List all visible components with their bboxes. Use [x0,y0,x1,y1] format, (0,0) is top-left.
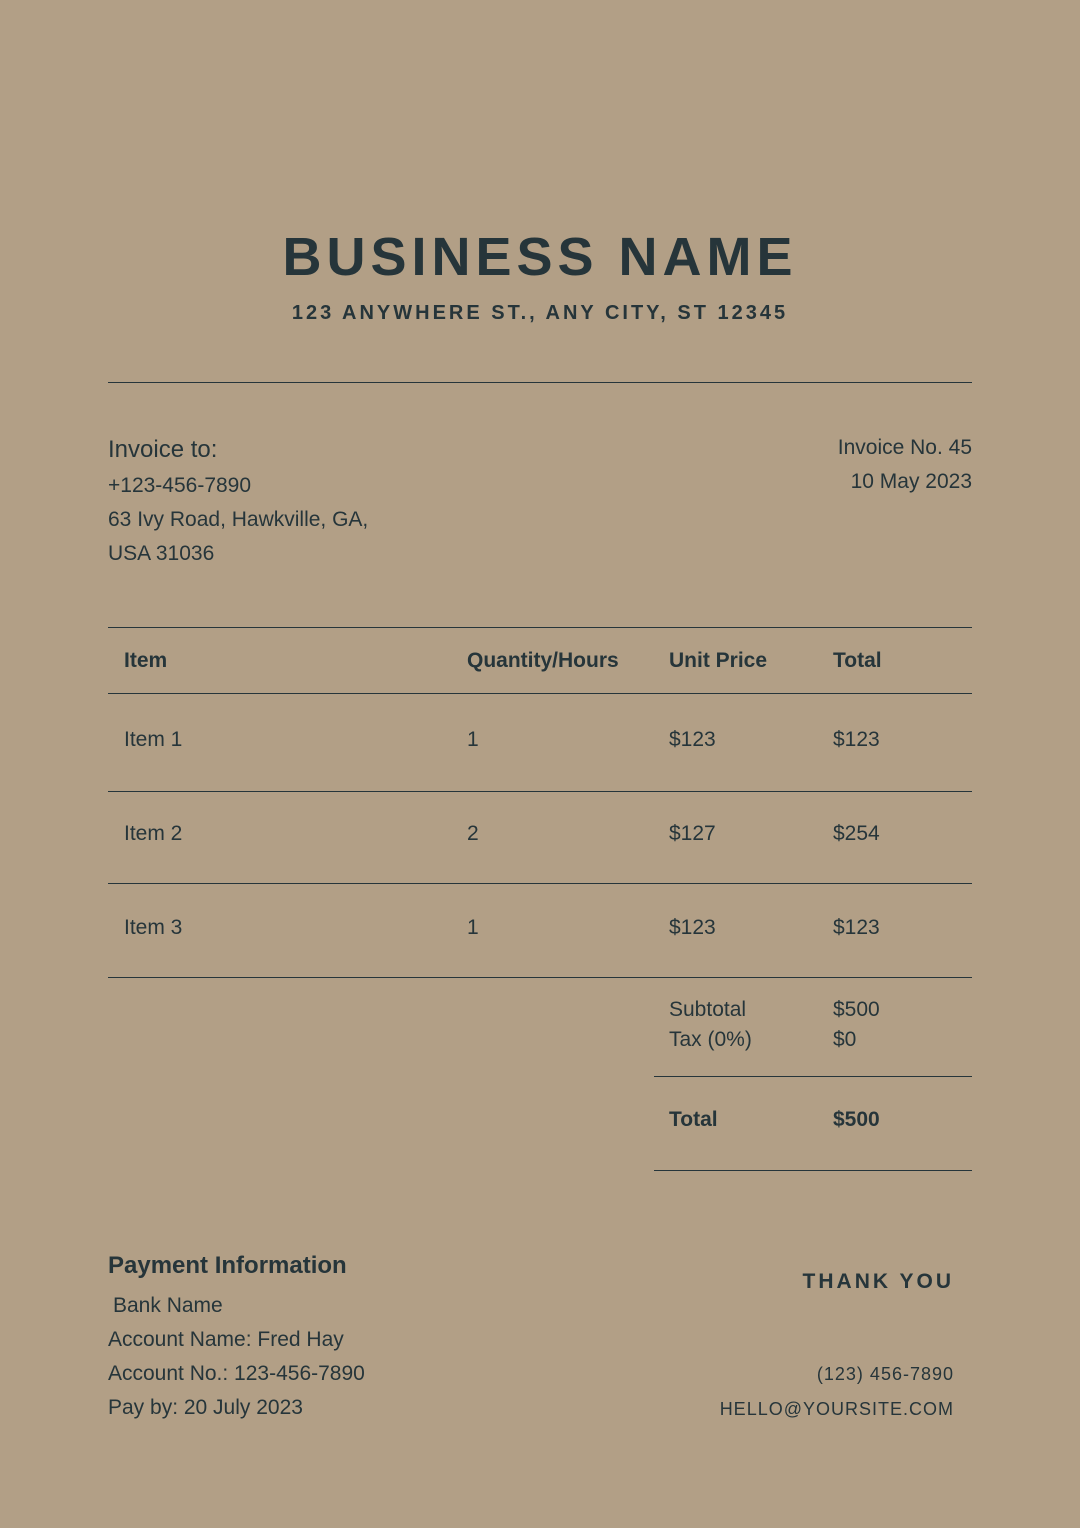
tax-label: Tax (0%) [669,1028,752,1051]
footer-phone: (123) 456-7890 [816,1364,954,1384]
invoice-date: 10 May 2023 [850,470,972,493]
invoice-to-label: Invoice to: [108,436,218,463]
grand-total-value: $500 [833,1108,880,1131]
invoice-number: Invoice No. 45 [837,436,972,459]
cell-unit-price: $123 [669,728,716,751]
cell-quantity: 2 [467,822,479,845]
col-header-item: Item [124,649,168,672]
footer-email: HELLO@YOURSITE.COM [719,1399,954,1419]
payment-info-title: Payment Information [108,1252,347,1279]
cell-total: $123 [833,728,880,751]
grand-total-label: Total [669,1108,718,1131]
summary-divider [654,1076,972,1077]
tax-value: $0 [833,1028,857,1051]
business-name: BUSINESS NAME [282,227,798,287]
col-header-unit-price: Unit Price [669,649,768,672]
business-address: 123 ANYWHERE ST., ANY CITY, ST 12345 [291,302,789,324]
table-bottom-rule [108,977,972,978]
table-header-rule [108,693,972,694]
summary-bottom-rule [654,1170,972,1171]
payment-bank-name: Bank Name [113,1294,223,1317]
cell-quantity: 1 [467,916,479,939]
cell-quantity: 1 [467,728,479,751]
col-header-quantity: Quantity/Hours [467,649,619,672]
cell-unit-price: $123 [669,916,716,939]
cell-total: $123 [833,916,880,939]
invoice-to-address-line2: USA 31036 [108,542,215,565]
cell-item: Item 3 [124,916,183,939]
thank-you-text: THANK YOU [802,1270,954,1293]
invoice-to-address-line1: 63 Ivy Road, Hawkville, GA, [108,508,369,531]
subtotal-label: Subtotal [669,998,747,1021]
header-divider [108,382,972,383]
subtotal-value: $500 [833,998,880,1021]
row-divider [108,791,972,792]
invoice-to-phone: +123-456-7890 [108,474,252,497]
cell-item: Item 1 [124,728,183,751]
table-top-rule [108,627,972,628]
cell-total: $254 [833,822,880,845]
cell-unit-price: $127 [669,822,716,845]
payment-due-date: Pay by: 20 July 2023 [108,1396,303,1419]
cell-item: Item 2 [124,822,183,845]
payment-account-name: Account Name: Fred Hay [108,1328,344,1351]
payment-account-number: Account No.: 123-456-7890 [108,1362,365,1385]
col-header-total: Total [833,649,882,672]
row-divider [108,883,972,884]
